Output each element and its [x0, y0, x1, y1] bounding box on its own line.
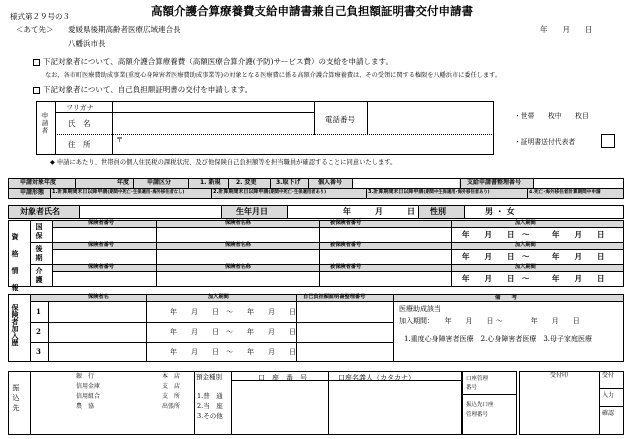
bank-type-option[interactable]: 農 協: [76, 403, 95, 410]
office-confirm-label: 確認: [602, 410, 615, 417]
branch-type-option[interactable]: 本 店: [162, 373, 181, 380]
account-number-label: 口 座 番 号: [258, 374, 307, 382]
period-label: 加入期間: [515, 264, 536, 270]
qualification-divider: [156, 264, 157, 286]
remarks-aid-options[interactable]: 1.重度心身障害者医療 2.心身障害者医療 3.母子家庭医療: [404, 335, 593, 343]
insured-number-label: 被保険者番号: [330, 264, 362, 270]
postal-mark: 〒: [116, 136, 123, 144]
account-holder-input[interactable]: [329, 381, 461, 434]
history-col-period: 加入期間: [208, 294, 229, 300]
period-label: 加入期間: [515, 220, 536, 226]
benefit-request-checkbox[interactable]: [33, 59, 40, 66]
qualification-period[interactable]: 年 月 日 ～ 年 月 日: [462, 252, 605, 261]
qualification-divider: [319, 264, 320, 286]
personal-number-input[interactable]: [353, 179, 459, 188]
insured-number-input[interactable]: [320, 272, 450, 285]
phone-label: 電話番号: [325, 115, 355, 124]
account-type-option[interactable]: 1.普 通: [197, 392, 223, 400]
history-period[interactable]: 年 月 日 ～ 年 月 日: [170, 348, 296, 356]
insurer-number-input[interactable]: [53, 250, 155, 263]
history-row-number: 3: [36, 347, 41, 356]
branch-type-option[interactable]: 支 店: [162, 383, 181, 390]
insured-number-label: 被保険者番号: [330, 220, 362, 226]
account-holder-label: 口座名義人（カタカナ）: [338, 374, 415, 382]
phone-input[interactable]: [369, 102, 493, 133]
subject-name-input[interactable]: [80, 206, 220, 218]
reception-stamp-label: 受付印: [550, 372, 569, 379]
furigana-input[interactable]: [114, 102, 312, 112]
history-insurer-input[interactable]: [49, 323, 145, 341]
insurer-number-label: 保険者番号: [88, 220, 114, 226]
benefit-request-text: 下記対象者について、高額介護合算療養費（高額医療合算介護(予防)サービス費）の支給を申請します。: [43, 57, 393, 66]
period-label: 加入期間: [515, 242, 536, 248]
qualification-type-label: 後期: [35, 245, 45, 263]
qualification-period[interactable]: 年 月 日 ～ 年 月 日: [462, 274, 605, 283]
qualification-type-label: 国保: [35, 223, 45, 241]
applicant-name-label: 氏 名: [68, 119, 91, 128]
insurer-name-label: 保険者名称: [225, 264, 251, 270]
insurer-name-input[interactable]: [157, 228, 318, 241]
qualification-divider: [451, 220, 452, 242]
category-label: 申請区分: [147, 179, 172, 186]
form-option-2[interactable]: 2.計算期間末日以降申請(期間中死亡･生保適用者あり): [213, 189, 327, 195]
claim-number-input[interactable]: [534, 179, 623, 188]
office-use-box: [519, 371, 624, 435]
qualification-period[interactable]: 年 月 日 ～ 年 月 日: [462, 230, 605, 239]
qualification-divider: [319, 220, 320, 242]
office-input-label: 入力: [602, 392, 615, 399]
history-col-remarks: 備 考: [495, 295, 518, 301]
history-period[interactable]: 年 月 日 ～ 年 月 日: [170, 308, 296, 316]
application-form-label: 申請形態: [20, 189, 45, 196]
addressee-union: 愛媛県後期高齢者医療広域連合長: [68, 25, 181, 34]
office-received-label: 受付: [602, 372, 615, 379]
subject-name-label: 対象者氏名: [20, 206, 60, 216]
representative-box[interactable]: [601, 134, 615, 148]
insurer-number-label: 保険者番号: [88, 242, 114, 248]
qualification-side-label: 資格情報: [11, 233, 21, 301]
address-label: 住 所: [68, 140, 91, 149]
bank-type-option[interactable]: 銀 行: [76, 373, 95, 380]
category-withdraw-option[interactable]: 3.取下げ: [276, 179, 301, 186]
qualification-divider: [451, 242, 452, 264]
history-row-number: 1: [36, 307, 41, 316]
certificate-request-checkbox[interactable]: [33, 87, 40, 94]
personal-number-label: 個人番号: [318, 179, 343, 186]
history-period[interactable]: 年 月 日 ～ 年 月 日: [170, 328, 296, 336]
history-insurer-input[interactable]: [49, 303, 145, 321]
history-cert-input[interactable]: [297, 303, 392, 321]
branch-type-option[interactable]: 支 所: [162, 393, 181, 400]
history-cert-input[interactable]: [297, 323, 392, 341]
dob-label: 生年月日: [236, 206, 268, 216]
remarks-medical-aid: 医療助成該当: [399, 305, 441, 313]
insurer-name-label: 保険者名称: [225, 220, 251, 226]
insurer-name-input[interactable]: [157, 250, 318, 263]
history-row-number: 2: [36, 327, 41, 336]
application-date[interactable]: 年 月 日: [540, 25, 593, 34]
history-cert-input[interactable]: [297, 343, 392, 361]
applicant-name-input[interactable]: [114, 113, 312, 133]
qualification-type-label: 介護: [35, 267, 45, 285]
account-type-option[interactable]: 3.その他: [197, 412, 223, 420]
insurer-number-label: 保険者番号: [88, 264, 114, 270]
insured-number-label: 被保険者番号: [330, 242, 362, 248]
history-col-insurer: 保険者名: [88, 294, 109, 300]
delegation-note: なお、各市町医療費助成事業(重度心身障害者医療費助成事業等)の対象となる医療費に係る高額介護合算療養費は、その受領に関する権限を八幡浜市に委任します。: [45, 72, 502, 79]
branch-name-input[interactable]: [112, 372, 162, 434]
insurer-number-input[interactable]: [53, 272, 155, 285]
addressee-label: ＜あて先＞: [16, 25, 54, 34]
sex-label: 性別: [430, 206, 446, 216]
addressee-city: 八幡浜市長: [68, 39, 106, 48]
history-side-label: 保険者加入歴: [11, 304, 21, 346]
insured-number-input[interactable]: [320, 250, 450, 263]
category-change-option[interactable]: 2. 変更: [236, 179, 257, 186]
form-number: 様式第２９号の３: [10, 12, 70, 21]
furigana-label: フリガナ: [66, 104, 94, 112]
remarks-aid-period[interactable]: 加入期間： 年 月 日 ～ 年 月 日: [399, 317, 580, 325]
history-col-cert: 自己負担額証明書整理番号: [303, 294, 366, 300]
insurer-name-label: 保険者名称: [225, 242, 251, 248]
representative-label: ・証明書送付代表者: [514, 138, 576, 146]
bank-type-option[interactable]: 信用組合: [76, 393, 101, 400]
bank-name-input[interactable]: [32, 372, 87, 434]
form-option-1[interactable]: 1.計算期間末日以降申請(期間中死亡･生保適用･海外移住者なし): [52, 189, 185, 195]
account-type-label: 預金種別: [196, 373, 222, 381]
category-new-option[interactable]: 1. 新規: [200, 179, 221, 186]
insured-number-input[interactable]: [320, 228, 450, 241]
qualification-divider: [156, 220, 157, 242]
dob-value[interactable]: 年 月 日: [343, 206, 415, 216]
target-year-label: 申請対象年度: [20, 179, 57, 186]
sex-options[interactable]: 男 ・ 女: [485, 206, 515, 216]
account-number-input[interactable]: [232, 381, 327, 434]
bank-type-option[interactable]: 信用金庫: [76, 383, 101, 390]
form-option-3[interactable]: 3.計算期間末日以降申請(期間中生保適用･海外移住者あり): [368, 189, 490, 195]
bank-side-label: 振込先: [12, 384, 21, 414]
certificate-request-text: 下記対象者について、自己負担額証明書の交付を申請します。: [43, 85, 253, 94]
insurer-number-input[interactable]: [53, 228, 155, 241]
history-insurer-input[interactable]: [49, 343, 145, 361]
transfer-mgmt-label: 振込先口座 管理番号: [466, 402, 494, 419]
address-input[interactable]: [114, 135, 492, 154]
account-mgmt-label: 口座管理 番号: [466, 376, 489, 392]
account-type-option[interactable]: 2.当 座: [197, 402, 223, 410]
qualification-divider: [451, 264, 452, 286]
applicant-side-label: 申請者: [40, 112, 49, 135]
consent-notice: ◆ 申請にあたり、世帯員の個人住民税の課税状況、及び他保険自己負担額等を担当職員が確認することに同意いたします。: [50, 159, 397, 166]
insurer-name-input[interactable]: [157, 272, 318, 285]
form-option-4[interactable]: 4.死亡･海外移住者計算期間中申請: [529, 190, 601, 195]
qualification-divider: [156, 242, 157, 264]
target-year-unit[interactable]: 年度: [117, 179, 130, 186]
claim-number-label: 支給申請書整理番号: [467, 179, 522, 186]
branch-type-option[interactable]: 出張所: [162, 403, 181, 410]
page-title: 高額介護合算療養費支給申請書兼自己負担額証明書交付申請書: [151, 4, 473, 18]
household-sheet-count[interactable]: ・世帯 枚中 枚目: [514, 112, 589, 120]
qualification-divider: [319, 242, 320, 264]
